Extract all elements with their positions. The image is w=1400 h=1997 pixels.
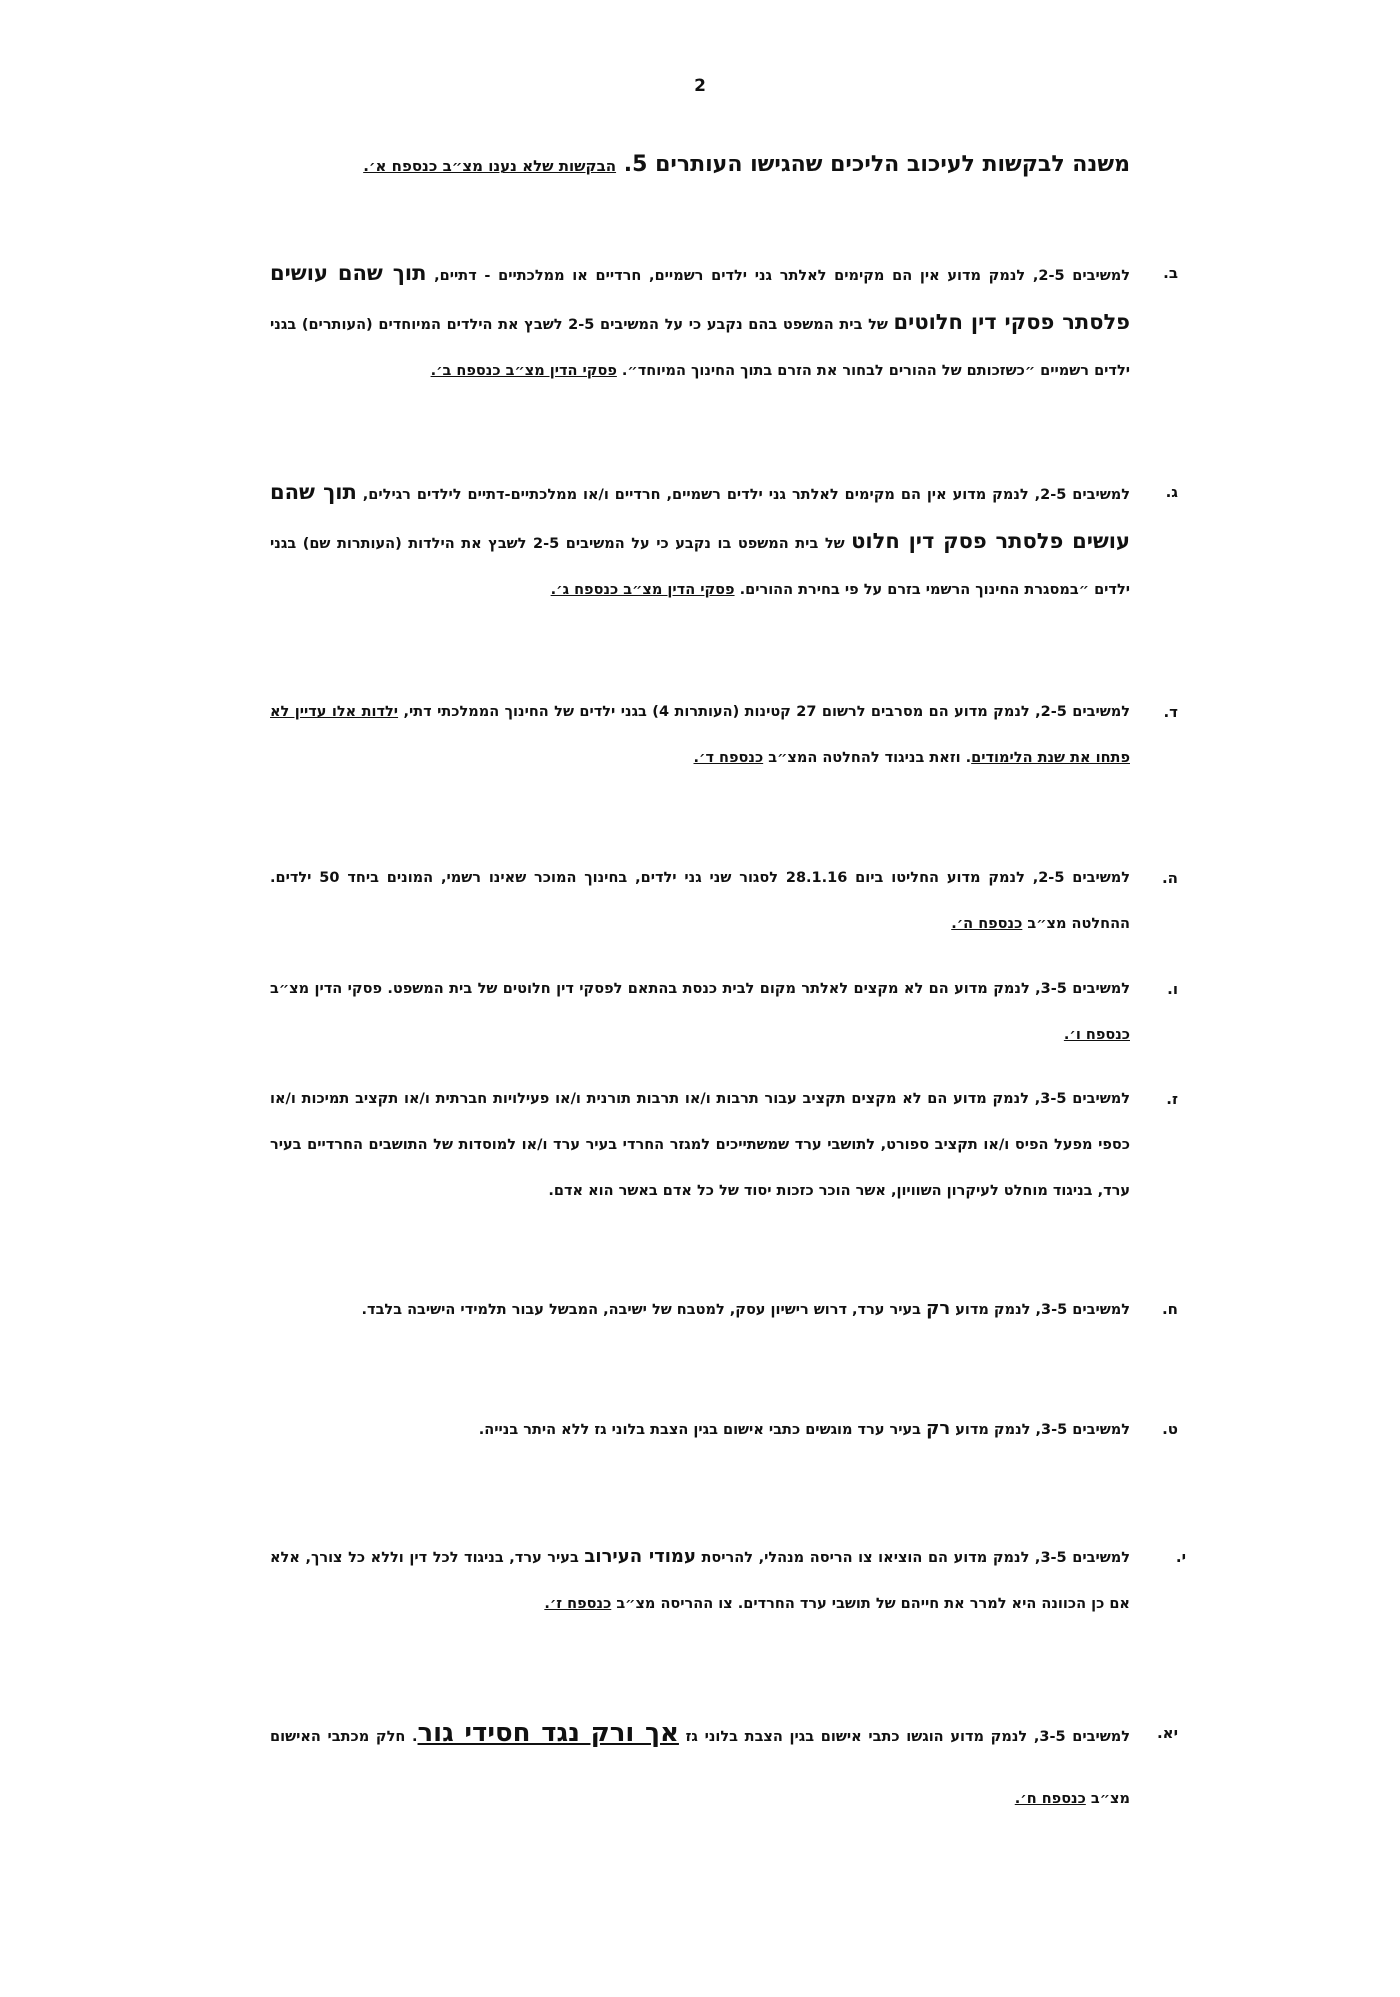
clause-item (270, 689, 1178, 781)
clause-underlined: ילדות אלו עדיין לא פתחו את שנת הלימודים (270, 704, 1130, 766)
heading-attachment-ref: הבקשות שלא נענו מצ״ב כנספח א׳. (363, 157, 617, 175)
clause-text-a: למשיבים 2-5, לנמק מדוע אין הם מקימים לאלתר גני ילדים רשמיים, חרדיים ו/או ממלכתיים-דתיים לילדים רגילים, (356, 487, 1130, 503)
clause-text (270, 1702, 1130, 1830)
clause-text (270, 689, 1130, 781)
clause-item (270, 966, 1178, 1058)
clause-text-a: למשיבים 3-5, לנמק מדוע הם לא מקצים תקציב עבור תרבות ו/או תרבות תורנית ו/או פעילויות חברתית ו/או תקציב תמיכות ו/או כספי מפעל הפיס ו/או תקציב ספורט, לתושבי ערד שמשתייכים למגזר החרדי בעיר ערד ו/או למוסדות של התושבים החרדיים בעיר ערד, בניגוד מוחלט לעיקרון השוויון, אשר הוכר כזכות יסוד של כל אדם באשר הוא אדם. (270, 1091, 1130, 1199)
clause-item (270, 250, 1178, 394)
clause-attachment-ref: כנספח ו׳. (1063, 1027, 1130, 1043)
clause-text (270, 1534, 1130, 1627)
clause-text-b: . וזאת בניגוד להחלטה המצ״ב (763, 750, 972, 766)
clause-emphasis: רק (926, 1418, 951, 1439)
heading-text: משנה לבקשות לעיכוב הליכים שהגישו העותרים 5. (623, 152, 1130, 177)
clause-text (270, 469, 1130, 613)
clause-text-b: בעיר ערד מוגשים כתבי אישום בגין הצבת בלוני גז ללא היתר בנייה. (478, 1422, 927, 1438)
clause-marker: ח. (1161, 1300, 1178, 1318)
clause-text-b: של בית המשפט בהם נקבע כי על המשיבים 2-5 לשבץ את הילדים המיוחדים (העותרים) בגני ילדים רשמיים ״כשזכותם של ההורים לבחור את הזרם בתוך החינוך המיוחד״. (270, 317, 1130, 379)
clause-attachment-ref: כנספח ח׳. (1014, 1791, 1086, 1807)
clause-marker: ו. (1167, 980, 1178, 998)
clause-text (270, 250, 1130, 394)
clause-marker: יא. (1156, 1724, 1178, 1742)
clause-marker: י. (1175, 1548, 1186, 1566)
clause-text-a: למשיבים 3-5, לנמק מדוע (950, 1302, 1130, 1318)
clause-text-a: למשיבים 3-5, לנמק מדוע הם לא מקצים לאלתר מקום לבית כנסת בהתאם לפסקי דין חלוטים של בית המשפט. פסקי הדין מצ״ב (270, 981, 1130, 997)
clause-attachment-ref: כנספח ד׳. (693, 750, 764, 766)
clause-marker: ד. (1163, 703, 1178, 721)
clause-text (270, 966, 1130, 1058)
clause-emphasis: אך ורק נגד חסידי גור (417, 1718, 679, 1748)
clause-text-b: בעיר ערד, דרוש רישיון עסק, למטבח של ישיבה, המבשל עבור תלמידי הישיבה בלבד. (361, 1302, 927, 1318)
clause-item (270, 1406, 1178, 1453)
clause-marker: ב. (1163, 264, 1178, 282)
clause-marker: ט. (1162, 1420, 1178, 1438)
clause-text-a: למשיבים 3-5, לנמק מדוע הוגשו כתבי אישום בגין הצבת בלוני גז (678, 1729, 1130, 1745)
clause-attachment-ref: פסקי הדין מצ״ב כנספח ב׳. (430, 363, 617, 379)
clause-text-a: למשיבים 3-5, לנמק מדוע (950, 1422, 1130, 1438)
clause-text (270, 855, 1130, 947)
clause-marker: ג. (1165, 483, 1178, 501)
clause-text-a: למשיבים 2-5, לנמק מדוע הם מסרבים לרשום 27 קטינות (העותרות 4) בגני ילדים של החינוך הממלכתי דתי, (398, 704, 1130, 720)
clause-item (270, 1534, 1186, 1627)
clause-attachment-ref: כנספח ה׳. (951, 916, 1023, 932)
clause-item (270, 1702, 1178, 1830)
clause-text (270, 1286, 1130, 1333)
clause-emphasis: עמודי העירוב (584, 1546, 696, 1567)
clause-text-a: למשיבים 2-5, לנמק מדוע החליטו ביום 28.1.16 לסגור שני גני ילדים, בחינוך המוכר שאינו רשמי, המונים ביחד 50 ילדים. ההחלטה מצ״ב (270, 870, 1131, 932)
clause-text-a: למשיבים 2-5, לנמק מדוע אין הם מקימים לאלתר גני ילדים רשמיים, חרדיים או ממלכתיים - דתיים, (426, 268, 1130, 284)
clause-item (270, 469, 1178, 613)
clause-text-b: בעיר ערד, בניגוד לכל דין וללא כל צורך, אלא אם כן הכוונה היא למרר את חייהם של תושבי ערד החרדים. צו ההריסה מצ״ב (270, 1550, 1130, 1612)
clause-attachment-ref: פסקי הדין מצ״ב כנספח ג׳. (550, 582, 735, 598)
clause-item (270, 1076, 1178, 1214)
clause-item (270, 855, 1178, 947)
clause-emphasis: רק (926, 1298, 951, 1319)
clause-text-a: למשיבים 3-5, לנמק מדוע הם הוציאו צו הריסה מנהלי, להריסת (695, 1550, 1130, 1566)
clause-marker: ז. (1166, 1090, 1178, 1108)
clause-emphasis: תוך שהם עושים פלסתר פסק דין חלוט (270, 480, 1130, 553)
clause-text-b: של בית המשפט בו נקבע כי על המשיבים 2-5 לשבץ את הילדות (העותרות שם) בגני ילדים ״במסגרת החינוך הרשמי בזרם על פי בחירת ההורים. (270, 536, 1130, 598)
clause-text (270, 1076, 1130, 1214)
clause-item (270, 1286, 1178, 1333)
clause-text (270, 1406, 1130, 1453)
section-heading (275, 138, 1130, 193)
page-number: 2 (694, 76, 706, 96)
clause-marker: ה. (1161, 869, 1178, 887)
clause-text-b: . חלק מכתבי האישום מצ״ב (270, 1729, 1130, 1807)
clause-attachment-ref: כנספח ז׳. (544, 1596, 612, 1612)
clause-emphasis: תוך שהם עושים פלסתר פסקי דין חלוטים (270, 261, 1130, 334)
